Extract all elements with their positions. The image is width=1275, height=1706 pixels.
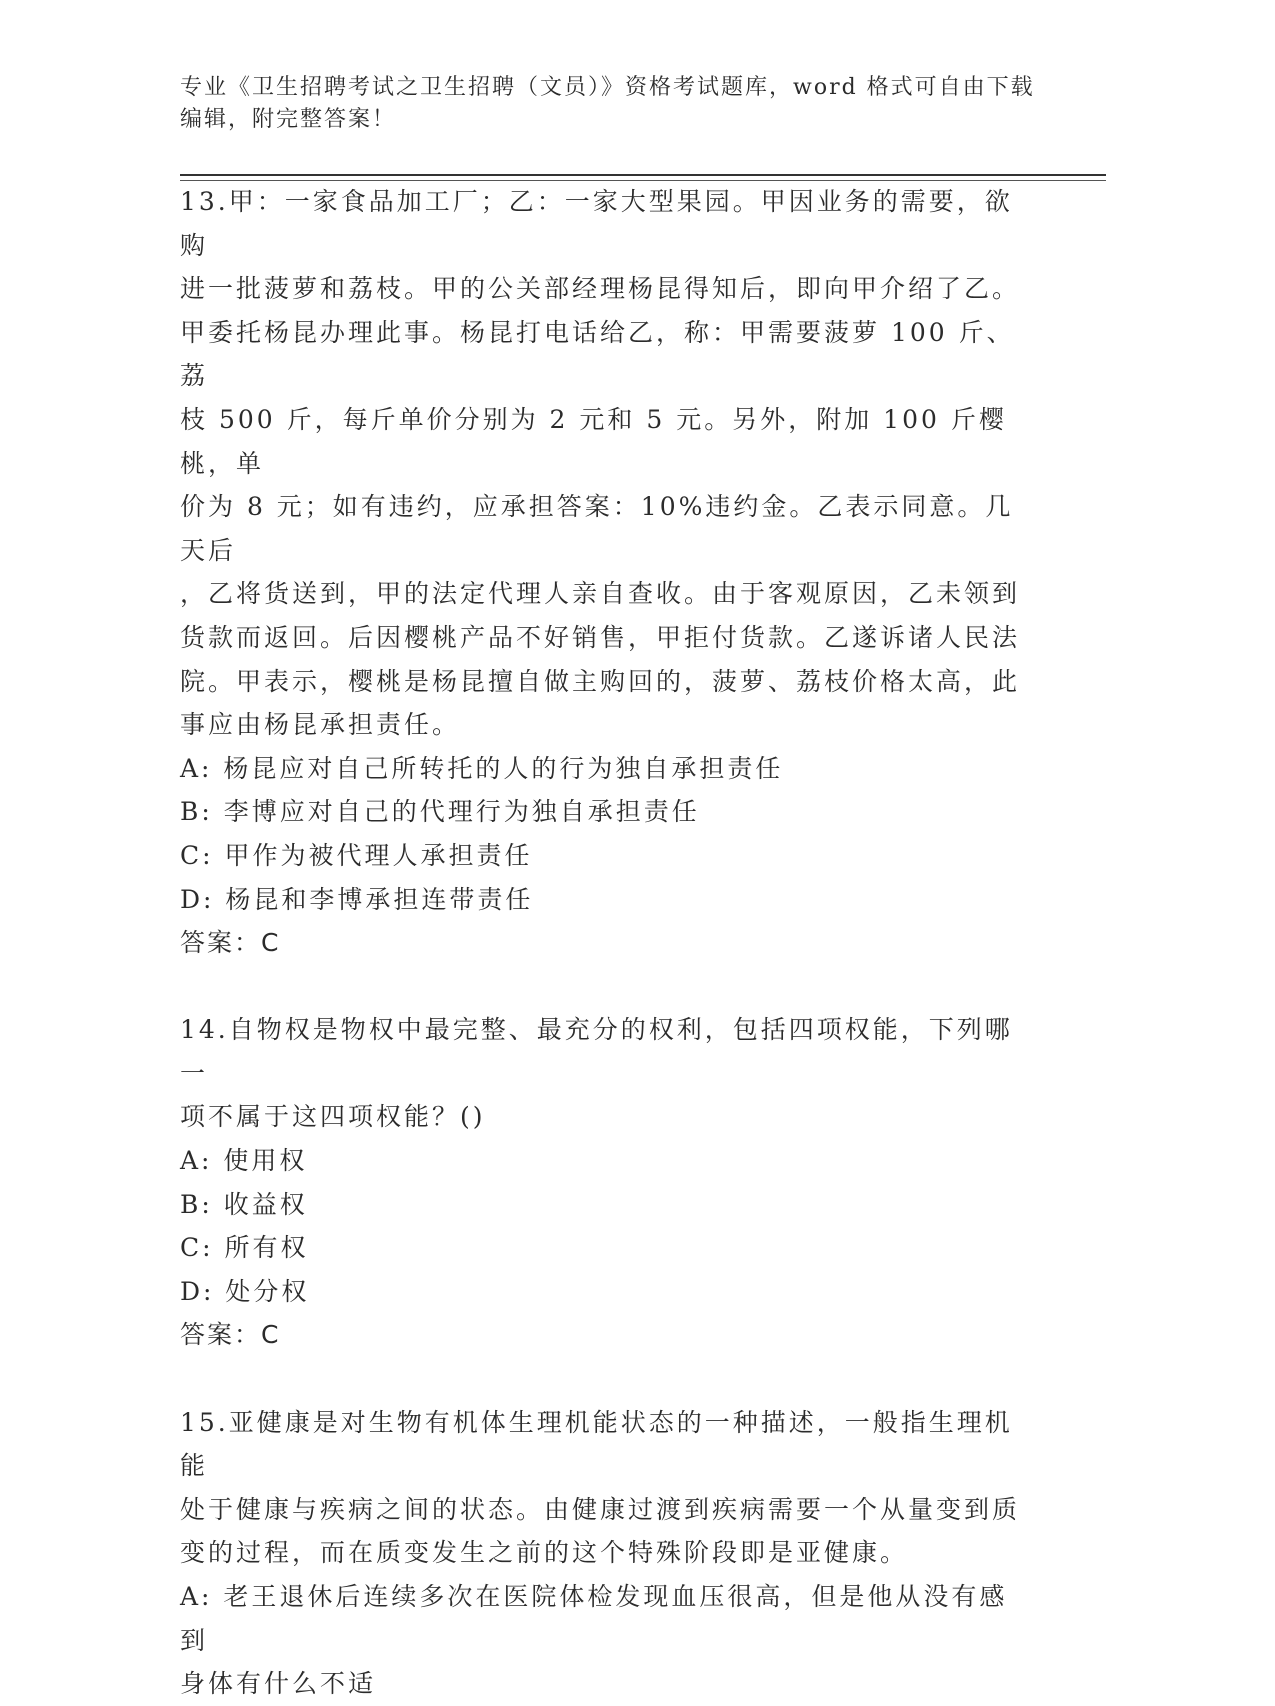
question-stem [180, 1401, 1030, 1575]
stem-line: 处于健康与疾病之间的状态。由健康过渡到疾病需要一个从量变到质 [180, 1494, 1021, 1524]
header-divider-thick [180, 174, 1106, 176]
stem-line: 13.甲：一家食品加工厂；乙：一家大型果园。甲因业务的需要，欲购 [180, 187, 1013, 260]
stem-line: 甲委托杨昆办理此事。杨昆打电话给乙，称：甲需要菠萝 100 斤、荔 [180, 317, 1015, 391]
question-list [180, 180, 1030, 1706]
question-stem [180, 1008, 1030, 1139]
header-line-1: 专业《卫生招聘考试之卫生招聘（文员）》资格考试题库，word 格式可自由下载 [180, 75, 1035, 100]
question-15 [180, 1401, 1030, 1706]
answer: 答案：C [180, 928, 281, 958]
stem-line: 货款而返回。后因樱桃产品不好销售，甲拒付货款。乙遂诉诸人民法 [180, 622, 1021, 652]
stem-line: 进一批菠萝和荔枝。甲的公关部经理杨昆得知后，即向甲介绍了乙。 [180, 274, 1021, 304]
stem-line: 事应由杨昆承担责任。 [180, 710, 461, 740]
question-spacer [180, 1357, 1030, 1401]
question-spacer [180, 965, 1030, 1009]
question-14 [180, 1008, 1030, 1357]
stem-line: 枝 500 斤，每斤单价分别为 2 元和 5 元。另外，附加 100 斤樱桃，单 [180, 404, 1007, 478]
answer: 答案：C [180, 1320, 281, 1350]
option-a-continued: 身体有什么不适 [180, 1669, 377, 1699]
option-a: A: 老王退休后连续多次在医院体检发现血压很高，但是他从没有感到 [180, 1582, 1008, 1655]
stem-line: ，乙将货送到，甲的法定代理人亲自查收。由于客观原因，乙未领到 [180, 579, 1021, 609]
option-b: B: 李博应对自己的代理行为独自承担责任 [180, 797, 700, 827]
stem-line: 14.自物权是物权中最完整、最充分的权利，包括四项权能，下列哪一 [180, 1015, 1013, 1088]
option-d: D: 处分权 [180, 1276, 310, 1306]
option-d: D: 杨昆和李博承担连带责任 [180, 884, 534, 914]
question-stem [180, 180, 1030, 747]
stem-line: 项不属于这四项权能？() [180, 1102, 486, 1132]
option-c: C: 所有权 [180, 1233, 309, 1263]
question-13 [180, 180, 1030, 965]
option-a: A: 使用权 [180, 1146, 308, 1176]
header-line-2: 编辑，附完整答案！ [180, 107, 397, 132]
option-a: A: 杨昆应对自己所转托的人的行为独自承担责任 [180, 753, 784, 783]
option-b: B: 收益权 [180, 1189, 308, 1219]
stem-line: 院。甲表示，樱桃是杨昆擅自做主购回的，菠萝、荔枝价格太高，此 [180, 666, 1021, 696]
stem-line: 变的过程，而在质变发生之前的这个特殊阶段即是亚健康。 [180, 1538, 909, 1568]
stem-line: 15.亚健康是对生物有机体生理机能状态的一种描述，一般指生理机能 [180, 1407, 1013, 1481]
document-header [180, 72, 1060, 136]
option-c: C: 甲作为被代理人承担责任 [180, 840, 533, 870]
stem-line: 价为 8 元；如有违约，应承担答案：10%违约金。乙表示同意。几天后 [180, 492, 1014, 565]
